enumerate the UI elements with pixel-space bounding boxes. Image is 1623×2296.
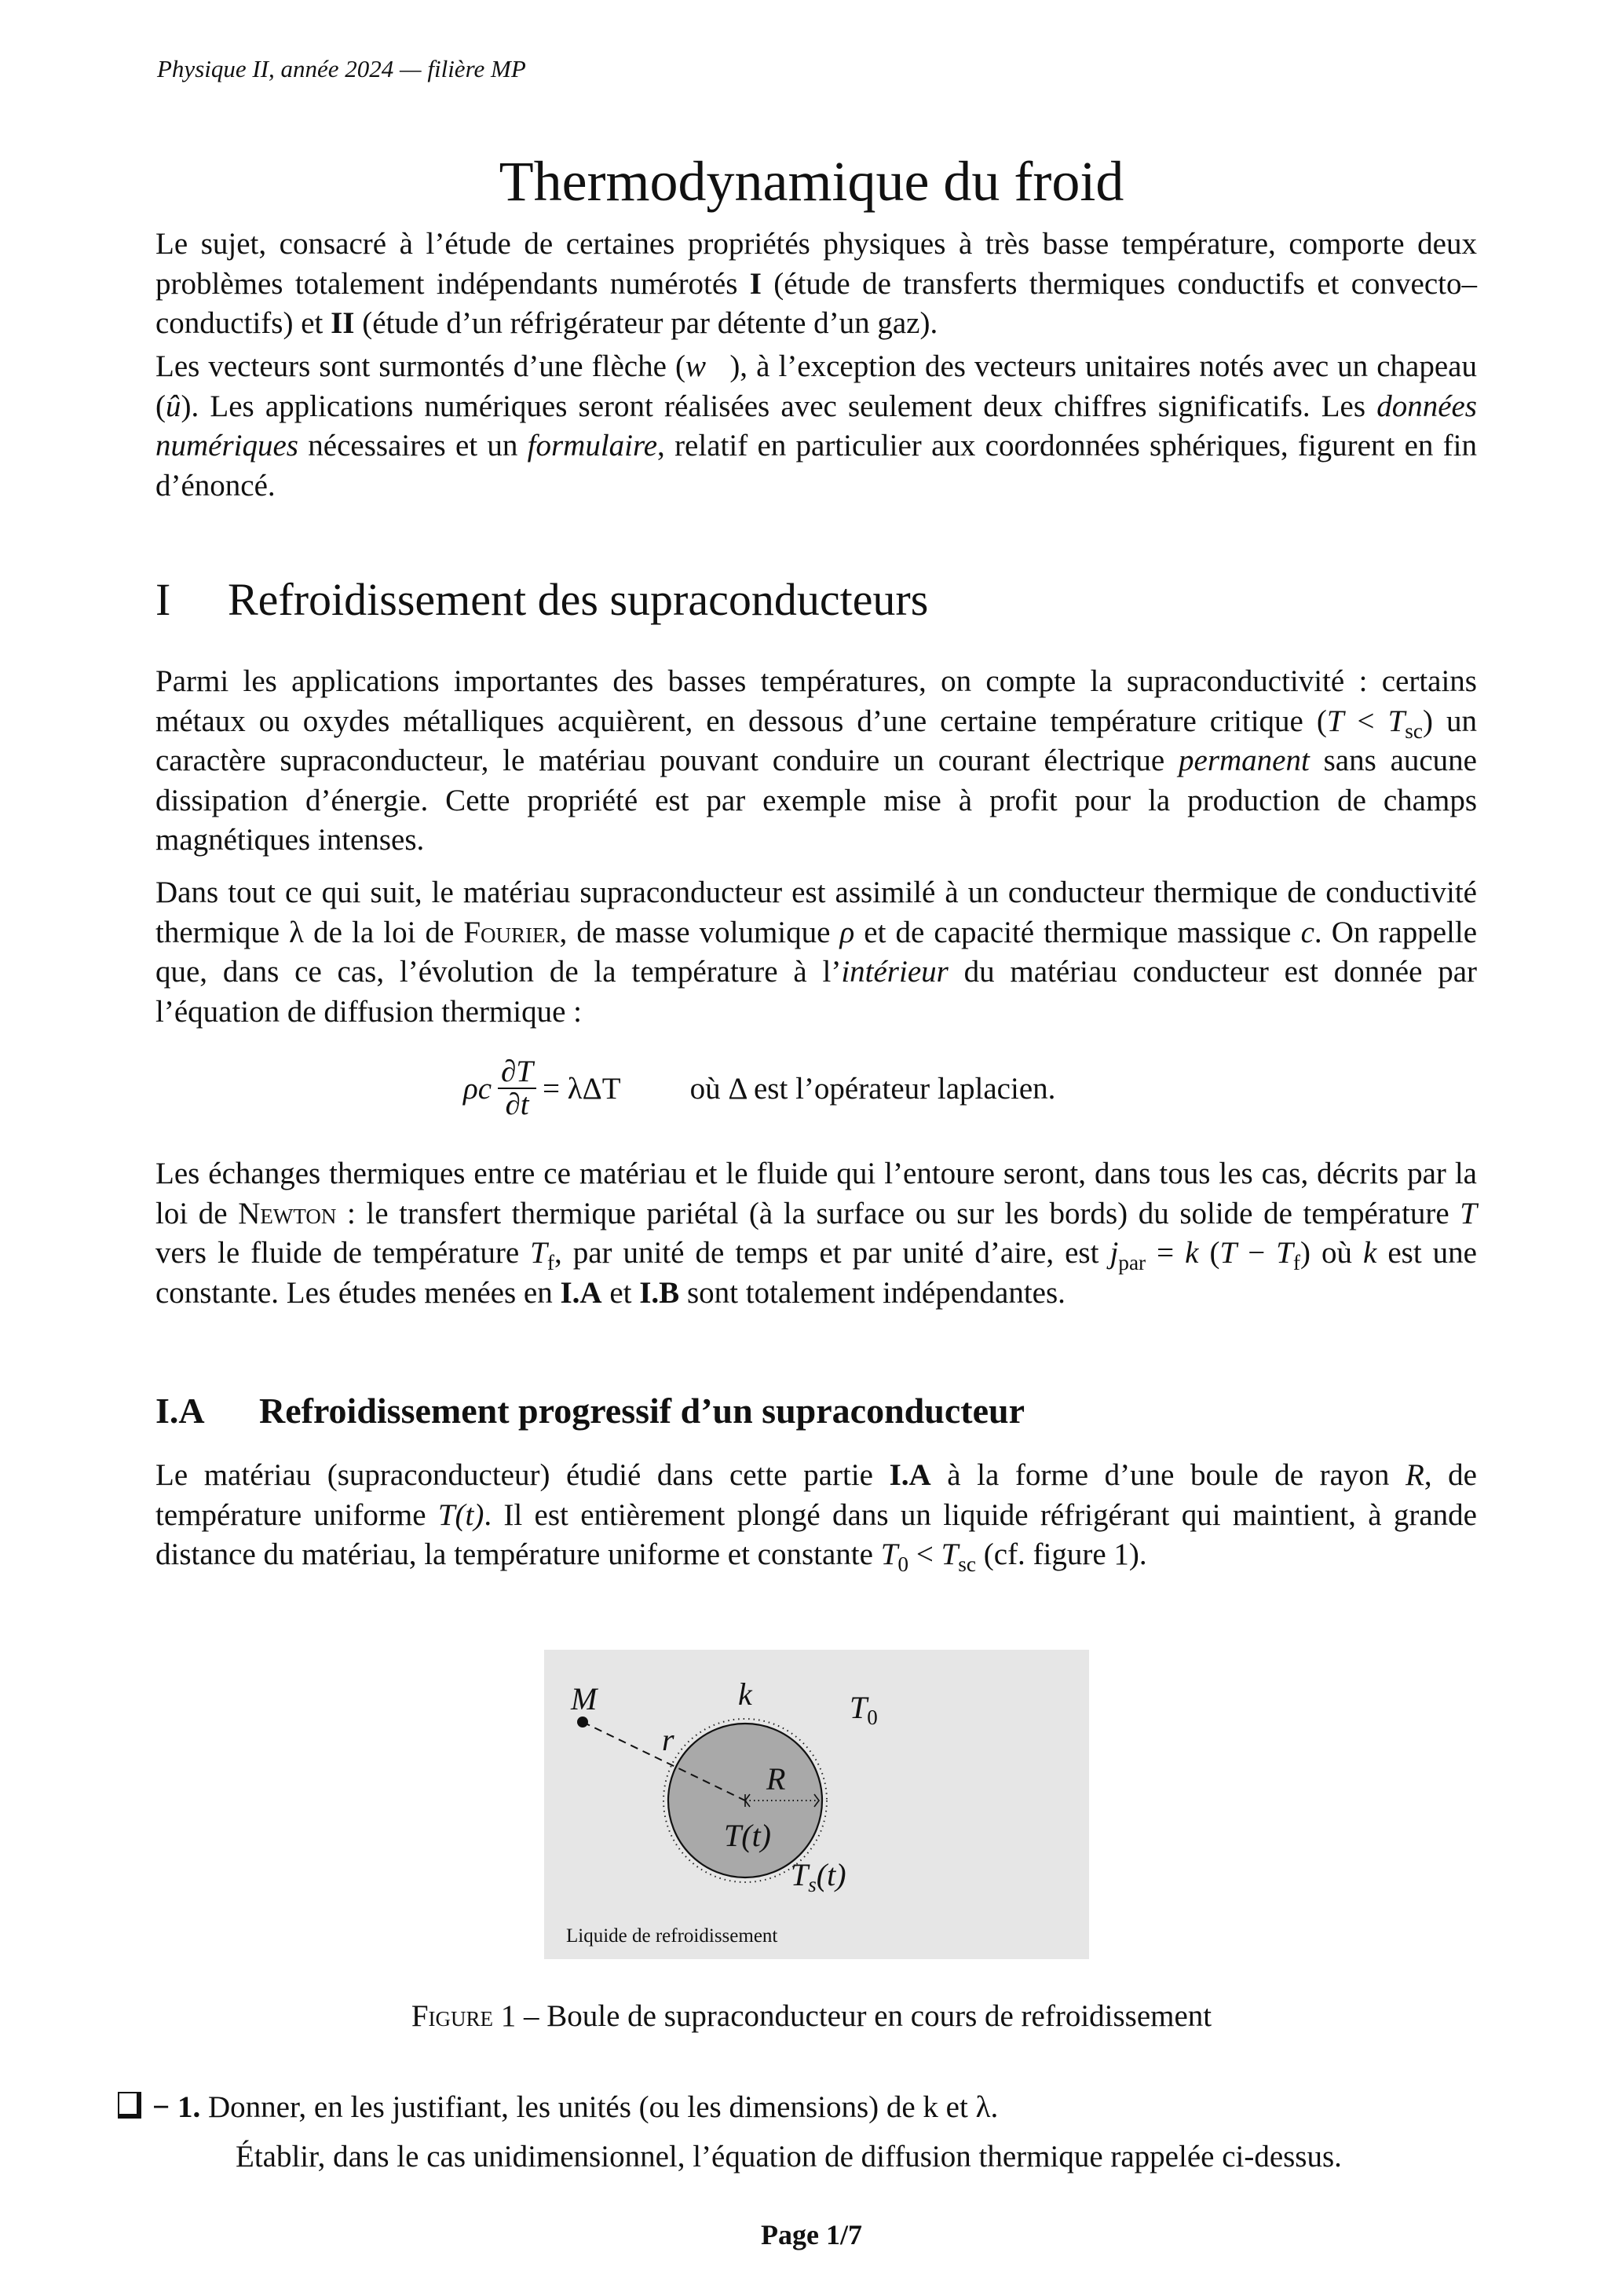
text-run: . On rappelle que, dans ce cas, l’évolution de la température à l’ <box>155 915 1478 989</box>
text-run: nécessaires et un <box>298 429 528 462</box>
text-run: f <box>1292 1250 1300 1274</box>
text-run: T <box>1326 704 1344 738</box>
text-run: I.B <box>639 1275 680 1310</box>
equation-fraction <box>498 1056 536 1121</box>
text-run: et de capacité thermique massique <box>854 915 1301 949</box>
text-run: Fourier <box>463 915 560 949</box>
label-m: M <box>571 1681 598 1717</box>
text-run: à la forme d’une boule de rayon <box>930 1458 1406 1492</box>
question-line-1: Donner, en les justifiant, les unités (ou les dimensions) de k et λ. <box>207 2090 999 2124</box>
text-run: Newton <box>238 1196 337 1230</box>
text-run: T <box>941 1537 959 1571</box>
text-run: sc <box>1405 718 1424 743</box>
text-run: 0 <box>897 1552 909 1576</box>
text-run: T <box>880 1537 898 1571</box>
text-run: T <box>1276 1236 1293 1270</box>
text-run: k <box>1185 1236 1199 1270</box>
text-run: Parmi les applications importantes des basses températures, on compte la supraconductivité : certains métaux ou oxydes métalliques acquièrent, en dessous d’une certaine température critique ( <box>155 664 1477 738</box>
text-run: ( <box>1198 1236 1220 1270</box>
section-paragraph-1 <box>155 662 1477 861</box>
text-run: ) où <box>1300 1236 1364 1270</box>
section-paragraph-2 <box>155 873 1477 1032</box>
text-run: vers le fluide de température <box>155 1236 531 1270</box>
text-run: sc <box>958 1552 977 1576</box>
text-run: Les échanges thermiques entre ce matériau et le fluide qui l’entoure seront, dans tous les cas, décrits par la loi de <box>155 1157 1477 1230</box>
text-run: Le sujet, consacré à l’étude de certaines propriétés physiques à très basse température, comporte deux problèmes totalement indépendants numérotés <box>155 227 1477 301</box>
label-capital-r: R <box>766 1761 786 1797</box>
subsection-number: I.A <box>155 1391 205 1431</box>
text-run: , relatif en particulier aux coordonnées sphériques, figurent en fin d’énoncé. <box>155 429 1477 503</box>
text-run: et <box>601 1275 640 1310</box>
text-run: par <box>1118 1250 1146 1274</box>
section-number: I <box>155 574 171 625</box>
text-run: (étude de transferts thermiques conductifs et convecto–conductifs) et <box>155 266 1477 340</box>
diffusion-equation <box>463 1056 1055 1121</box>
text-run: w⃗ <box>685 349 730 383</box>
question-marker: − 1. <box>152 2090 201 2124</box>
label-k: k <box>738 1676 752 1712</box>
running-header: Physique II, année 2024 — filière MP <box>157 55 526 82</box>
text-run: ρ <box>839 915 855 949</box>
intro-paragraph-1 <box>155 225 1477 344</box>
section-heading <box>155 573 928 626</box>
text-run: Le matériau (supraconducteur) étudié dans cette partie <box>155 1458 890 1492</box>
text-run: sont totalement indépendantes. <box>679 1275 1066 1310</box>
text-run: Les vecteurs sont surmontés d’une flèche ( <box>155 349 685 383</box>
text-run: (cf. figure 1). <box>976 1537 1147 1571</box>
subsection-title: Refroidissement progressif d’un supraconducteur <box>259 1391 1025 1431</box>
label-temperature-t: T(t) <box>724 1818 771 1853</box>
text-run: du matériau conducteur est donnée par l’équation de diffusion thermique : <box>155 955 1477 1029</box>
subsection-paragraph-1 <box>155 1456 1477 1575</box>
text-run: : le transfert thermique pariétal (à la surface ou sur les bords) du solide de température <box>336 1196 1460 1230</box>
page-number: Page 1/7 <box>761 2219 862 2250</box>
document-title: Thermodynamique du froid <box>499 150 1124 213</box>
equation-note: où Δ est l’opérateur laplacien. <box>689 1071 1056 1106</box>
text-run: , de température uniforme <box>155 1458 1477 1532</box>
text-run: k <box>1363 1236 1377 1270</box>
text-run: sans aucune dissipation d’énergie. Cette propriété est par exemple mise à profit pour la production de champs magnétiques intenses. <box>155 744 1477 857</box>
text-run: formulaire <box>527 429 658 462</box>
equation-prefix: ρc <box>463 1071 492 1106</box>
text-run: ). Les applications numériques seront réalisées avec seulement deux chiffres significatifs. Les <box>181 389 1377 423</box>
text-run: I.A <box>889 1458 931 1492</box>
text-run: permanent <box>1179 744 1310 777</box>
text-run: j <box>1109 1236 1119 1270</box>
text-run: − <box>1237 1236 1277 1270</box>
text-run: est une constante. Les études menées en <box>155 1236 1477 1310</box>
text-run: . Il est entièrement plongé dans un liquide réfrigérant qui maintient, à grande distance du matériau, la température uniforme et constante <box>155 1497 1477 1571</box>
label-cooling-liquid: Liquide de refroidissement <box>566 1925 778 1947</box>
caption-label: Figure 1 <box>411 1999 517 2033</box>
caption-text: – Boule de supraconducteur en cours de refroidissement <box>516 1999 1212 2033</box>
text-run: II <box>331 306 355 340</box>
equation-rhs: = λΔT <box>543 1071 621 1106</box>
section-paragraph-3 <box>155 1154 1477 1313</box>
text-run: ), à l’exception des vecteurs unitaires notés avec un chapeau ( <box>155 349 1477 423</box>
text-run: < <box>908 1537 941 1571</box>
text-run: intérieur <box>841 955 949 989</box>
text-run: < <box>1343 704 1388 738</box>
intro-paragraph-2 <box>155 347 1477 506</box>
text-run: T(t) <box>437 1497 484 1532</box>
section-title: Refroidissement des supraconducteurs <box>228 574 929 625</box>
text-run: T <box>530 1236 547 1270</box>
equation-numerator: ∂T <box>498 1056 536 1089</box>
text-run: = <box>1146 1236 1186 1270</box>
text-run: , par unité de temps et par unité d’aire, est <box>554 1236 1110 1270</box>
text-run: T <box>1460 1196 1477 1230</box>
label-surface-temperature: $T_s(t)$ <box>791 1857 846 1896</box>
figure-1-diagram <box>544 1650 1089 1959</box>
text-run: c <box>1300 915 1314 949</box>
text-run: T <box>1219 1236 1237 1270</box>
text-run: Dans tout ce qui suit, le matériau supraconducteur est assimilé à un conducteur thermique de conductivité thermique λ de la loi de <box>155 876 1477 949</box>
subsection-heading <box>155 1390 1025 1431</box>
label-t0: $T_0$ <box>850 1690 878 1729</box>
label-r: r <box>662 1722 674 1757</box>
question-1 <box>118 2082 1342 2181</box>
text-run: f <box>546 1250 554 1274</box>
checkbox-icon <box>118 2092 141 2119</box>
text-run: ) un caractère supraconducteur, le matériau pouvant conduire un courant électrique <box>155 704 1477 777</box>
text-run: I <box>749 266 762 301</box>
text-run: , de masse volumique <box>559 915 840 949</box>
text-run: T <box>1387 704 1406 738</box>
text-run: û <box>166 389 181 423</box>
text-run: I.A <box>560 1275 602 1310</box>
text-run: données numériques <box>155 389 1477 462</box>
text-run: R <box>1406 1458 1424 1492</box>
figure-caption <box>0 1998 1623 2034</box>
question-line-2: Établir, dans le cas unidimensionnel, l’équation de diffusion thermique rappelée ci-dessus. <box>236 2140 1342 2174</box>
equation-denominator: ∂t <box>505 1088 529 1121</box>
text-run: (étude d’un réfrigérateur par détente d’un gaz). <box>354 306 938 340</box>
